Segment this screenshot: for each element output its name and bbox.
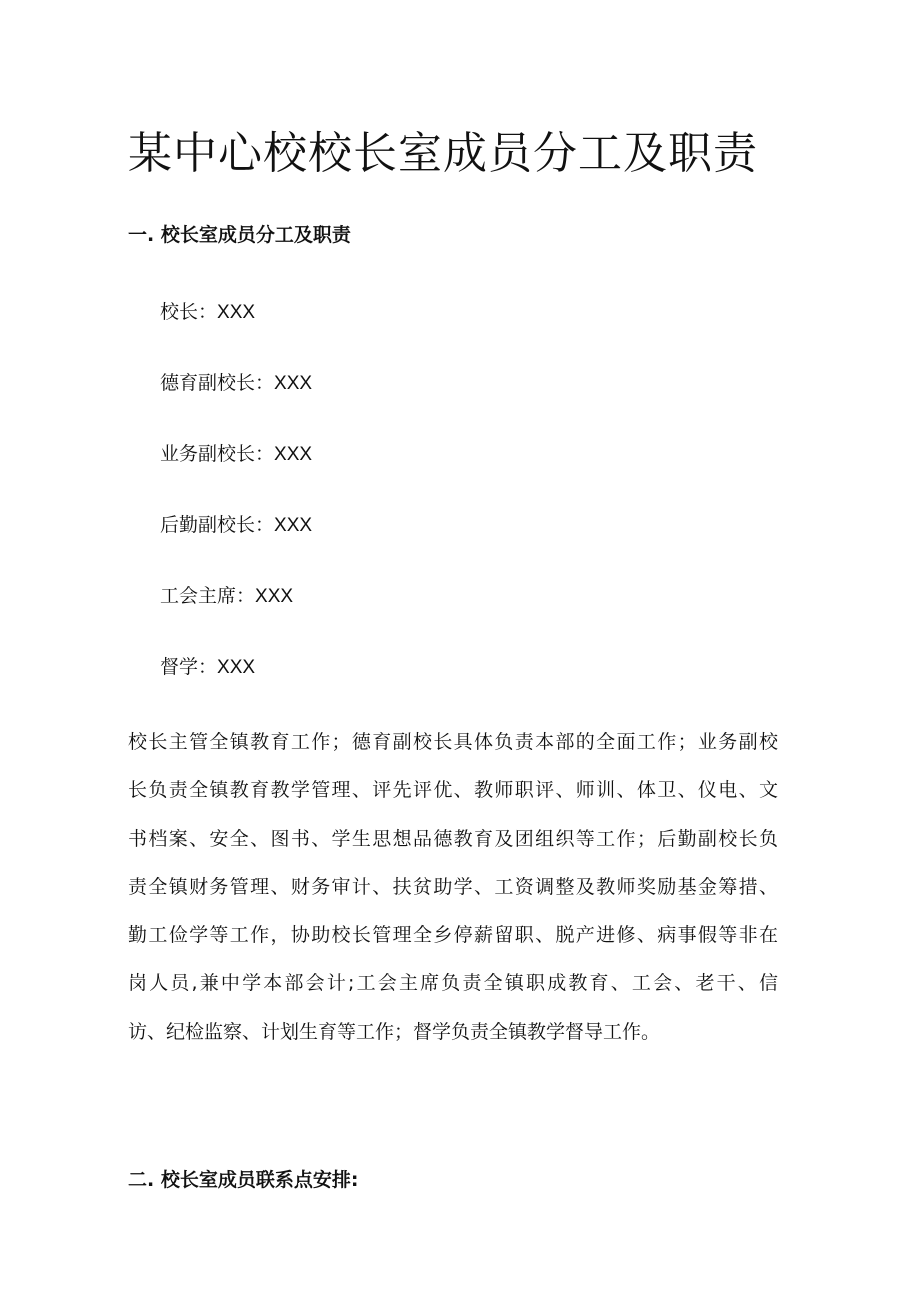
roster-role: 工会主席：	[160, 585, 256, 607]
roster-item-academic-vice-principal	[160, 439, 312, 510]
section-heading-contact-points: 二. 校长室成员联系点安排:	[128, 1169, 359, 1191]
duties-line: 岗人员,兼中学本部会计;工会主席负责全镇职成教育、工会、老干、信	[128, 972, 778, 995]
roster-role: 后勤副校长：	[160, 514, 275, 536]
roster-item-moral-education-vice-principal	[160, 368, 312, 439]
roster-item-principal	[160, 297, 312, 368]
staff-roster	[160, 297, 312, 723]
roster-name: XXX	[217, 657, 256, 678]
roster-item-logistics-vice-principal	[160, 510, 312, 581]
roster-item-union-chair	[160, 581, 312, 652]
roster-role: 业务副校长：	[160, 443, 275, 465]
duties-line: 勤工俭学等工作，协助校长管理全乡停薪留职、脱产进修、病事假等非在	[128, 924, 778, 947]
roster-item-supervisor	[160, 652, 312, 723]
roster-name: XXX	[255, 586, 294, 607]
duties-line: 书档案、安全、图书、学生思想品德教育及团组织等工作；后勤副校长负	[128, 827, 778, 850]
duties-line: 校长主管全镇教育工作；德育副校长具体负责本部的全面工作；业务副校	[128, 731, 778, 753]
roster-role: 德育副校长：	[160, 372, 275, 394]
roster-name: XXX	[274, 515, 313, 536]
duties-line: 访、纪检监察、计划生育等工作；督学负责全镇教学督导工作。	[128, 1020, 661, 1043]
roster-name: XXX	[274, 444, 313, 465]
roster-name: XXX	[274, 373, 313, 394]
section-heading-division-of-duties: 一. 校长室成员分工及职责	[128, 224, 351, 246]
duties-paragraph	[128, 726, 778, 1064]
roster-name: XXX	[217, 302, 256, 323]
roster-role: 督学：	[160, 656, 218, 678]
duties-line: 长负责全镇教育教学管理、评先评优、教师职评、师训、体卫、仪电、文	[128, 779, 778, 802]
document-title: 某中心校校长室成员分工及职责	[128, 128, 758, 179]
duties-line: 责全镇财务管理、财务审计、扶贫助学、工资调整及教师奖励基金筹措、	[128, 875, 778, 898]
roster-role: 校长：	[160, 301, 218, 323]
